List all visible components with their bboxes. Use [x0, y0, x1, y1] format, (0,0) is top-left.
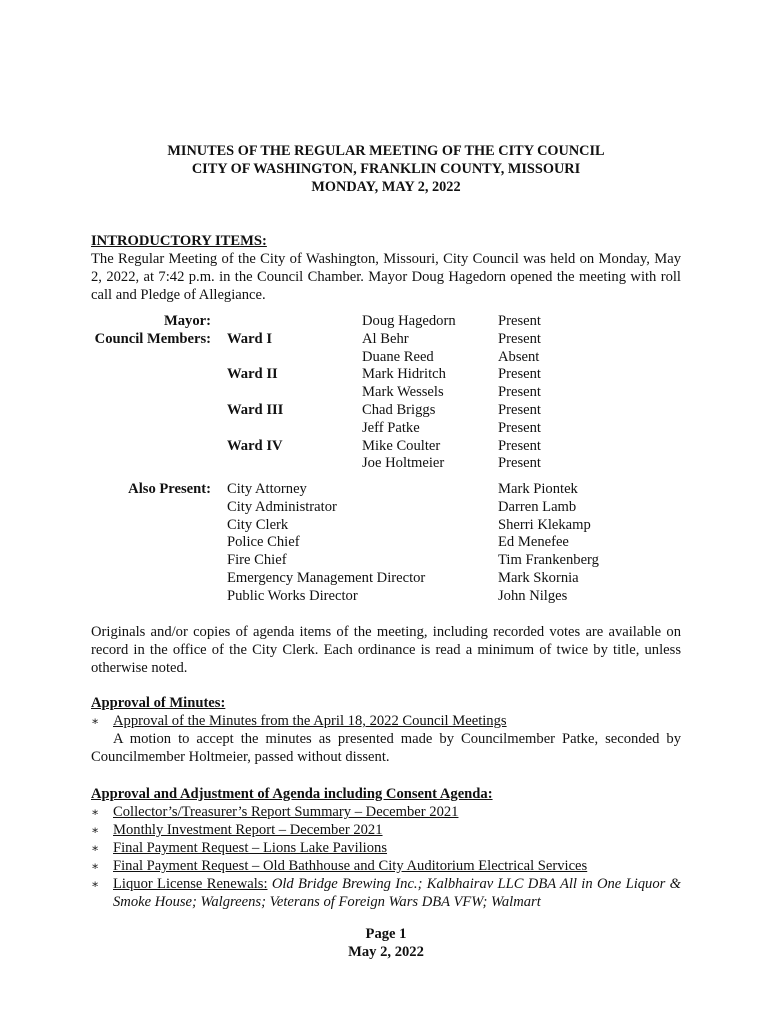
- page-number: Page 1: [365, 926, 407, 942]
- list-item: [91, 839, 681, 857]
- roll-call-status: Present: [498, 330, 541, 347]
- intro-section: [91, 232, 681, 304]
- list-item: [91, 857, 681, 875]
- also-present-row: [91, 533, 681, 551]
- intro-heading: INTRODUCTORY ITEMS:: [91, 233, 267, 249]
- roll-call-name: Duane Reed: [362, 348, 434, 365]
- title-line-2: CITY OF WASHINGTON, FRANKLIN COUNTY, MISSOURI: [191, 161, 581, 177]
- staff-title: Emergency Management Director: [227, 569, 426, 586]
- also-present-row: [91, 551, 681, 569]
- list-item: [91, 821, 681, 839]
- roll-call-status: Present: [498, 384, 541, 401]
- staff-title: Police Chief: [227, 534, 300, 551]
- roll-call-row: [91, 383, 681, 401]
- roll-call-name: Mark Wessels: [362, 384, 444, 401]
- roll-call-table: [91, 312, 681, 472]
- roll-call-status: Present: [498, 455, 541, 472]
- roll-call-name: Chad Briggs: [362, 401, 436, 418]
- roll-call-status: Present: [498, 366, 541, 383]
- roll-call-row: [91, 365, 681, 383]
- document-title: [91, 142, 681, 196]
- staff-name: Darren Lamb: [498, 498, 577, 515]
- staff-name: Mark Piontek: [498, 481, 578, 497]
- roll-call-row: [91, 401, 681, 419]
- asterisk-bullet-icon: ∗: [91, 823, 100, 837]
- liquor-license-text: Old Bridge Brewing Inc.; Kalbhairav LLC DBA All in One Liquor & Smoke House; Walgreens; Veterans of Foreign Wars DBA VFW; Walmart: [113, 876, 681, 910]
- roll-call-status: Absent: [498, 348, 540, 365]
- roll-call-name: Mark Hidritch: [362, 366, 446, 383]
- agenda-heading: Approval and Adjustment of Agenda including Consent Agenda:: [91, 786, 493, 802]
- title-line-3: MONDAY, MAY 2, 2022: [311, 179, 461, 195]
- roll-call-row: [91, 454, 681, 472]
- roll-call-ward: Ward III: [227, 401, 284, 418]
- staff-title: Fire Chief: [227, 552, 287, 569]
- asterisk-bullet-icon: ∗: [91, 714, 100, 728]
- roll-call-status: Present: [498, 401, 541, 418]
- agenda-item-text: Final Payment Request – Lions Lake Pavilions: [113, 840, 388, 856]
- roll-call-row: [91, 419, 681, 437]
- staff-name: John Nilges: [498, 587, 568, 604]
- staff-title: City Attorney: [227, 481, 307, 497]
- asterisk-bullet-icon: ∗: [91, 877, 100, 891]
- roll-call-row: [91, 330, 681, 348]
- roll-call-label: Mayor:: [163, 313, 211, 329]
- roll-call-status: Present: [498, 313, 541, 329]
- roll-call-name: Jeff Patke: [362, 419, 420, 436]
- agenda-list: [91, 803, 681, 911]
- staff-title: Public Works Director: [227, 587, 358, 604]
- roll-call-label: Council Members:: [94, 330, 211, 347]
- intro-paragraph: The Regular Meeting of the City of Washington, Missouri, City Council was held on Monday, May 2, 2022, at 7:42 p.m. in the Council Chamber. Mayor Doug Hagedorn opened the meeting with roll call and Pledge of Allegiance.: [91, 251, 681, 303]
- roll-call-ward: Ward I: [227, 330, 273, 347]
- staff-name: Ed Menefee: [498, 534, 569, 551]
- approval-of-minutes-heading: Approval of Minutes:: [91, 695, 226, 711]
- roll-call-name: Al Behr: [362, 330, 409, 347]
- minutes-item-text: Approval of the Minutes from the April 18, 2022 Council Meetings: [113, 713, 507, 729]
- also-present-label: Also Present:: [128, 481, 211, 497]
- records-note: Originals and/or copies of agenda items of the meeting, including recorded votes are available on record in the office of the City Clerk. Each ordinance is read a minimum of twice by title, unless otherwise noted.: [91, 624, 681, 676]
- title-line-1: MINUTES OF THE REGULAR MEETING OF THE CITY COUNCIL: [167, 143, 605, 159]
- roll-call-ward: Ward IV: [227, 437, 283, 454]
- also-present-table: [91, 480, 681, 605]
- minutes-motion: A motion to accept the minutes as presented made by Councilmember Patke, seconded by Councilmember Holtmeier, passed without dissent.: [91, 731, 681, 765]
- roll-call-row: [91, 437, 681, 455]
- asterisk-bullet-icon: ∗: [91, 805, 100, 819]
- agenda-item-text: Collector’s/Treasurer’s Report Summary – December 2021: [113, 804, 459, 820]
- roll-call-name: Doug Hagedorn: [362, 313, 456, 329]
- asterisk-bullet-icon: ∗: [91, 841, 100, 855]
- also-present-row: [91, 480, 681, 498]
- also-present-row: [91, 569, 681, 587]
- also-present-row: [91, 516, 681, 534]
- agenda-item-text: Final Payment Request – Old Bathhouse and City Auditorium Electrical Services: [113, 858, 588, 874]
- roll-call-row: [91, 312, 681, 330]
- roll-call-status: Present: [498, 437, 541, 454]
- also-present-row: [91, 587, 681, 605]
- page-footer: [91, 925, 681, 961]
- asterisk-bullet-icon: ∗: [91, 859, 100, 873]
- approval-of-minutes-section: [91, 694, 681, 766]
- staff-title: City Administrator: [227, 498, 337, 515]
- list-item: [91, 875, 681, 911]
- footer-date: May 2, 2022: [348, 944, 424, 960]
- staff-name: Mark Skornia: [498, 569, 579, 586]
- roll-call-name: Mike Coulter: [362, 437, 441, 454]
- roll-call-status: Present: [498, 419, 541, 436]
- approval-of-minutes-list: [91, 712, 681, 730]
- agenda-item-text: Monthly Investment Report – December 2021: [113, 822, 383, 838]
- list-item: [91, 712, 681, 730]
- roll-call-name: Joe Holtmeier: [362, 455, 445, 472]
- staff-title: City Clerk: [227, 516, 289, 533]
- staff-name: Sherri Klekamp: [498, 516, 591, 533]
- roll-call-row: [91, 348, 681, 366]
- staff-name: Tim Frankenberg: [498, 552, 599, 569]
- list-item: [91, 803, 681, 821]
- roll-call-ward: Ward II: [227, 366, 278, 383]
- agenda-section: [91, 785, 681, 911]
- liquor-license-label: Liquor License Renewals:: [113, 876, 268, 892]
- also-present-row: [91, 498, 681, 516]
